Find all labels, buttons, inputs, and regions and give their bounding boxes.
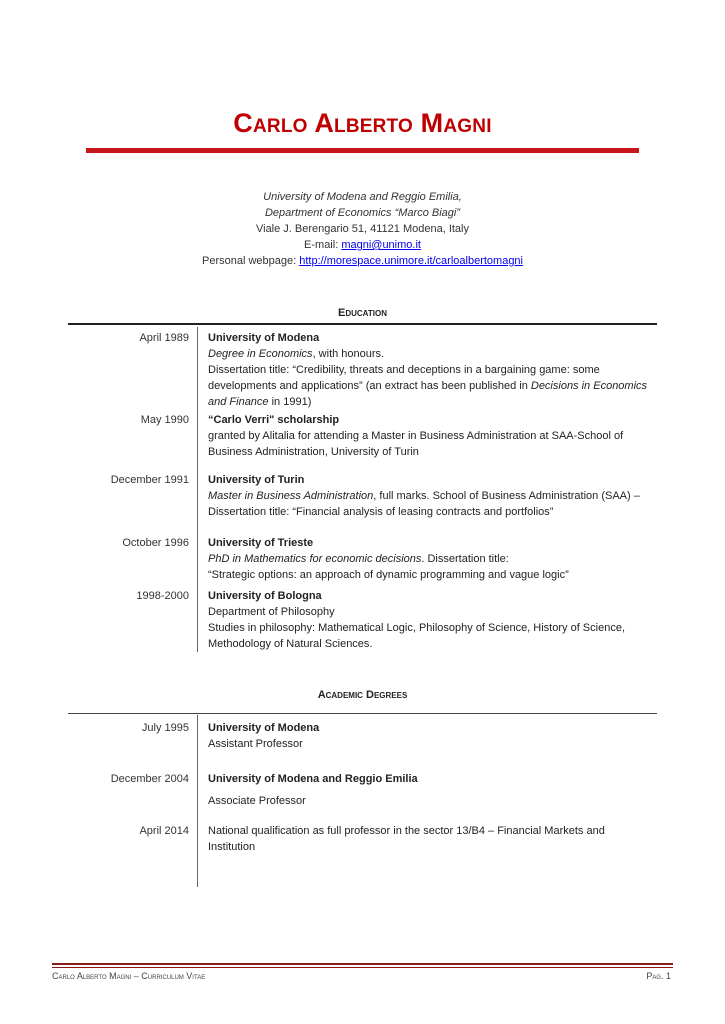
email-line: [0, 237, 725, 253]
entry-date: April 1989: [139, 332, 189, 344]
entry-date: 1998-2000: [136, 590, 189, 602]
entry-degree: [208, 346, 653, 362]
degree-name: Master in Business Administration: [208, 490, 374, 502]
webpage-label: Personal webpage:: [201, 255, 300, 267]
entry-institution: University of Modena and Reggio Emilia: [208, 773, 418, 785]
entry-body: [208, 330, 653, 410]
entry-body: [208, 720, 653, 752]
email-label: E-mail:: [304, 239, 342, 251]
entry-body: [208, 823, 653, 855]
entry-body: [208, 472, 653, 520]
degree-name: PhD in Mathematics for economic decisions: [208, 553, 422, 565]
entry-date: October 1996: [122, 537, 189, 549]
dissertation-text: Dissertation title: “Credibility, threats and deceptions in a bargaining game: some developments and applications” (an extract has been published in: [208, 364, 600, 392]
entry-text: National qualification as full professor in the sector 13/B4 – Financial Markets and Institution: [208, 825, 605, 853]
degrees-timeline-line: [197, 715, 198, 887]
entry-text: Department of Philosophy: [208, 606, 335, 618]
entry-text: Studies in philosophy: Mathematical Logic, Philosophy of Science, History of Science, Methodology of Natural Sciences.: [208, 622, 625, 650]
entry-text: “Strategic options: an approach of dynamic programming and vague logic”: [208, 569, 569, 581]
department-line: Department of Economics “Marco Biagi”: [264, 207, 460, 219]
entry-institution: University of Modena: [208, 722, 320, 734]
email-link[interactable]: magni@unimo.it: [341, 239, 421, 251]
entry-date: December 1991: [110, 474, 189, 486]
entry-institution: University of Modena: [208, 332, 320, 344]
title-divider: [86, 148, 639, 153]
contact-block: [0, 189, 725, 269]
entry-body: [208, 412, 653, 460]
entry-body: [208, 588, 653, 652]
footer-title: Carlo Alberto Magni – Curriculum Vitae: [52, 971, 206, 981]
degree-name: Degree in Economics: [208, 348, 313, 360]
entry-text: Assistant Professor: [208, 738, 303, 750]
entry-text: granted by Alitalia for attending a Master in Business Administration at SAA-School of Business Administration, University of Turin: [208, 430, 624, 458]
dissertation-year: in 1991): [268, 396, 312, 408]
entry-institution: University of Turin: [208, 474, 305, 486]
degrees-divider: [68, 713, 657, 714]
entry-institution: University of Trieste: [208, 537, 314, 549]
degree-note: , with honours.: [312, 348, 385, 360]
cv-title: Carlo Alberto Magni: [233, 108, 492, 138]
address-line: Viale J. Berengario 51, 41121 Modena, Italy: [255, 223, 469, 235]
education-divider: [68, 323, 657, 325]
entry-date: December 2004: [110, 773, 189, 785]
entry-degree: [208, 551, 653, 567]
university-line: University of Modena and Reggio Emilia,: [263, 191, 462, 203]
footer-divider: [52, 963, 673, 965]
entry-institution: “Carlo Verri" scholarship: [208, 414, 340, 426]
entry-body: [208, 535, 653, 583]
page-number: Pag. 1: [646, 971, 671, 981]
entry-date: May 1990: [140, 414, 189, 426]
degrees-heading: Academic Degrees: [317, 689, 408, 701]
footer-divider-thin: [52, 967, 673, 968]
entry-institution: University of Bologna: [208, 590, 322, 602]
education-timeline-line: [197, 327, 198, 652]
entry-text: Associate Professor: [208, 795, 306, 807]
webpage-link[interactable]: http://morespace.unimore.it/carloalbertomagni: [299, 255, 523, 267]
entry-date: July 1995: [141, 722, 189, 734]
entry-body: [208, 771, 653, 809]
degree-note: , full marks. School of Business Administration (SAA) – Dissertation title: “Financial analysis of leasing contracts and portfolios”: [208, 490, 640, 518]
degree-note: . Dissertation title:: [421, 553, 509, 565]
journal-name: Decisions in Economics and Finance: [208, 380, 648, 408]
education-heading: Education: [338, 307, 387, 319]
webpage-line: [0, 253, 725, 269]
entry-degree: [208, 488, 653, 520]
entry-date: April 2014: [139, 825, 189, 837]
entry-dissertation: [208, 362, 653, 410]
